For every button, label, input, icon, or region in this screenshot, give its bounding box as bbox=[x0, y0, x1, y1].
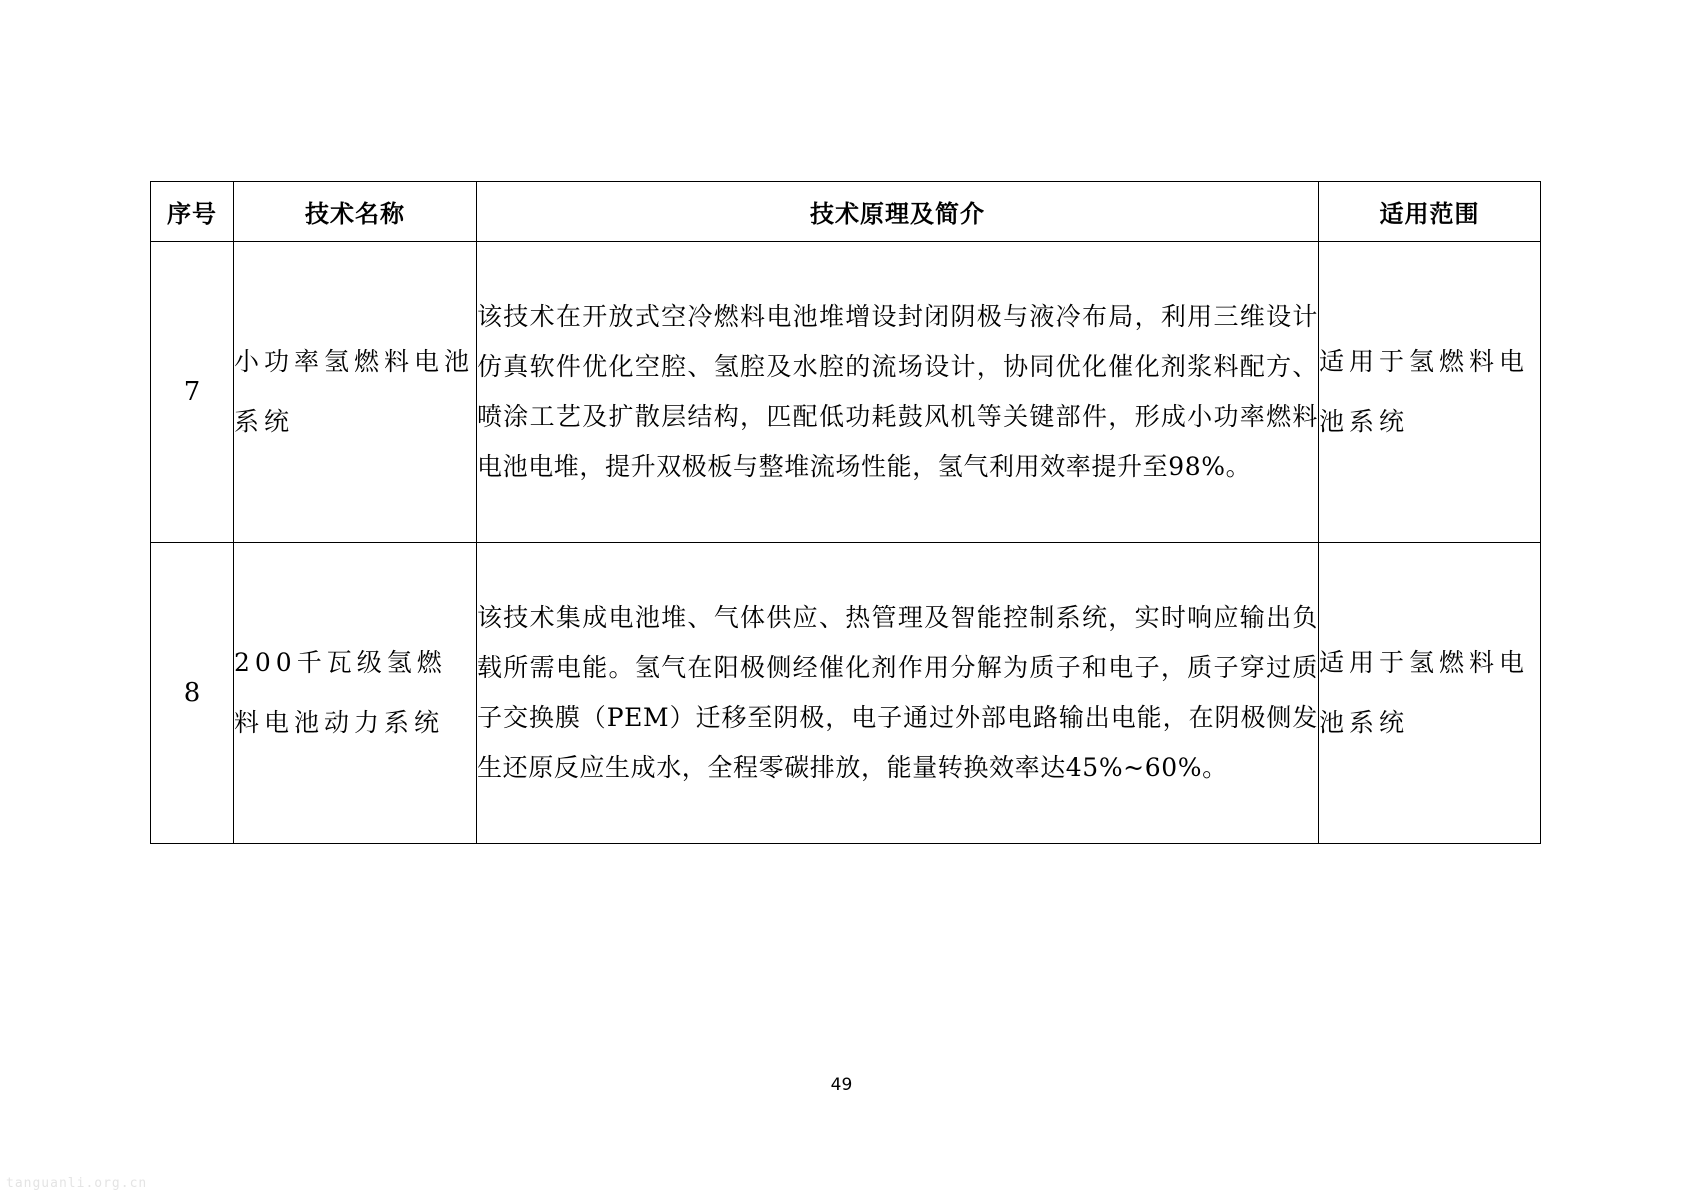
table-row bbox=[151, 543, 1541, 844]
header-tech-description: 技术原理及简介 bbox=[477, 182, 1319, 242]
row-tech-name: 200千瓦级氢燃料电池动力系统 bbox=[234, 543, 477, 844]
row-scope: 适用于氢燃料电池系统 bbox=[1319, 543, 1541, 844]
row-tech-description: 该技术集成电池堆、气体供应、热管理及智能控制系统，实时响应输出负载所需电能。氢气在阳极侧经催化剂作用分解为质子和电子，质子穿过质子交换膜（PEM）迁移至阴极，电子通过外部电路输出电能，在阴极侧发生还原反应生成水，全程零碳排放，能量转换效率达45%~60%。 bbox=[477, 543, 1319, 844]
header-scope: 适用范围 bbox=[1319, 182, 1541, 242]
row-tech-description: 该技术在开放式空冷燃料电池堆增设封闭阴极与液冷布局，利用三维设计仿真软件优化空腔、氢腔及水腔的流场设计，协同优化催化剂浆料配方、喷涂工艺及扩散层结构，匹配低功耗鼓风机等关键部件，形成小功率燃料电池电堆，提升双极板与整堆流场性能，氢气利用效率提升至98%。 bbox=[477, 242, 1319, 543]
header-tech-name: 技术名称 bbox=[234, 182, 477, 242]
header-seq: 序号 bbox=[151, 182, 234, 242]
row-seq: 8 bbox=[151, 543, 234, 844]
page-number: 49 bbox=[830, 1075, 853, 1095]
technology-table bbox=[150, 181, 1541, 844]
row-tech-name: 小功率氢燃料电池系统 bbox=[234, 242, 477, 543]
row-scope: 适用于氢燃料电池系统 bbox=[1319, 242, 1541, 543]
table-row bbox=[151, 242, 1541, 543]
table-header-row bbox=[151, 182, 1541, 242]
row-seq: 7 bbox=[151, 242, 234, 543]
watermark: tanguanli.org.cn bbox=[6, 1176, 148, 1191]
